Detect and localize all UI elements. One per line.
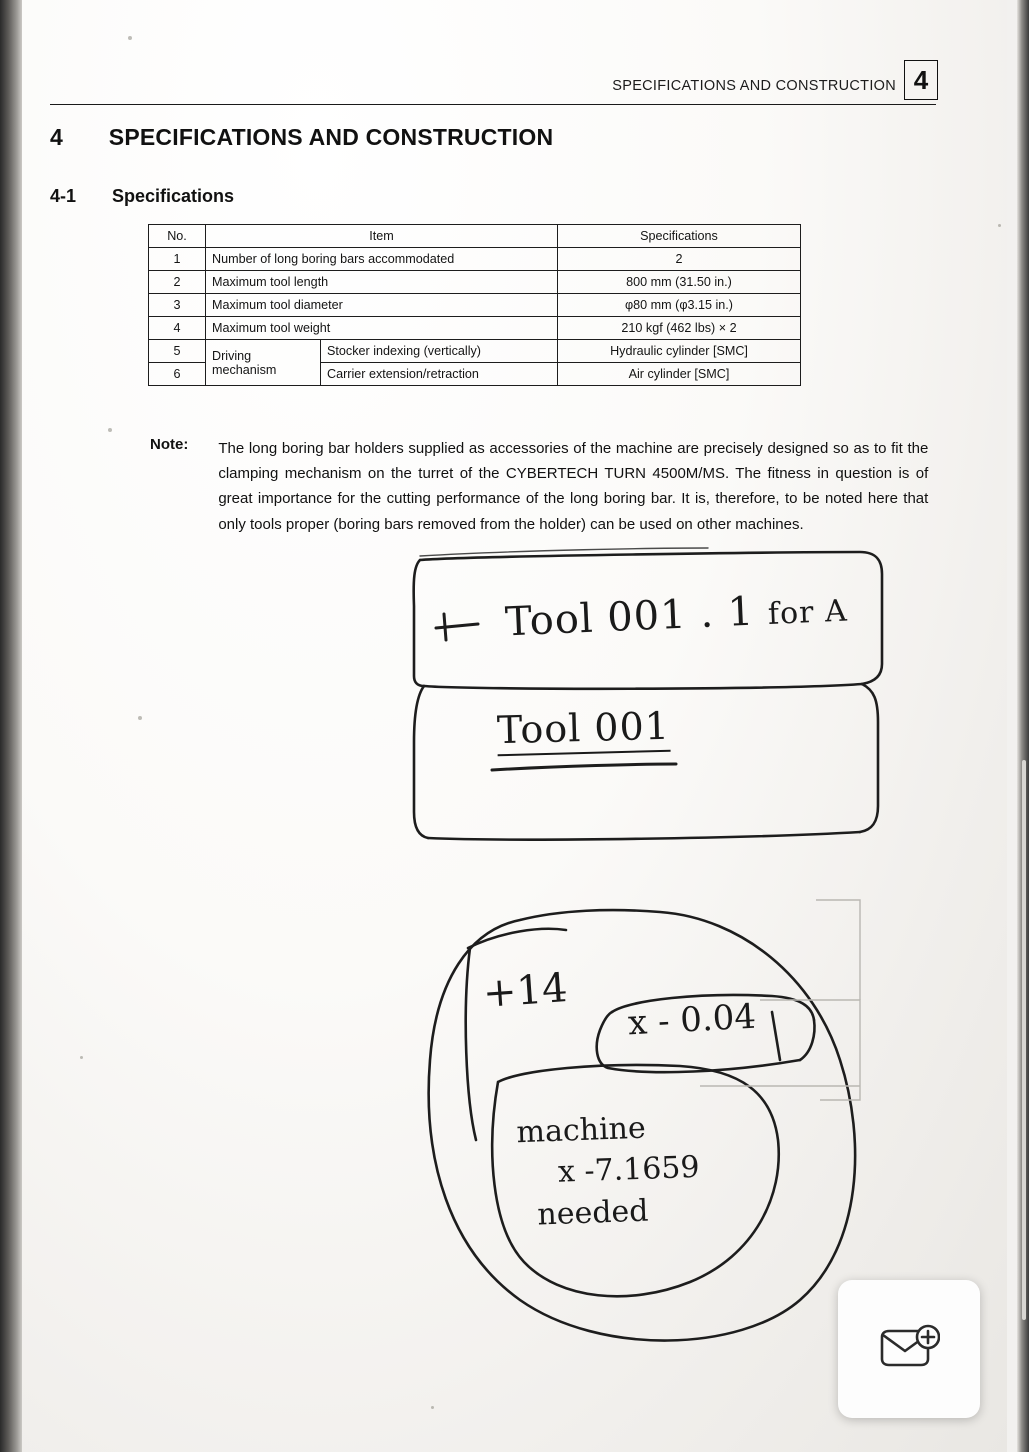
row-item: Maximum tool diameter — [206, 294, 558, 317]
table-row — [149, 317, 801, 340]
section-heading-title: Specifications — [112, 186, 235, 206]
table-row — [149, 294, 801, 317]
chapter-heading-number: 4 — [50, 124, 63, 150]
page-header — [58, 60, 938, 100]
table-header-item: Item — [206, 225, 558, 248]
annotation-tool-001-1-suffix: for A — [767, 593, 849, 632]
annotation-machine-line1: machine — [515, 1110, 647, 1151]
row-no: 2 — [149, 271, 206, 294]
running-title: SPECIFICATIONS AND CONSTRUCTION — [612, 78, 896, 94]
row-spec: 800 mm (31.50 in.) — [558, 271, 801, 294]
chapter-heading — [50, 124, 553, 151]
annotation-tool-001: Tool 001 — [496, 704, 670, 757]
row-item: Maximum tool weight — [206, 317, 558, 340]
row-item: Number of long boring bars accommodated — [206, 248, 558, 271]
table-row — [149, 271, 801, 294]
row-spec: Air cylinder [SMC] — [558, 363, 801, 386]
annotation-machine-line2: x -7.1659 — [557, 1149, 701, 1190]
row-no: 6 — [149, 363, 206, 386]
specifications-table — [148, 224, 801, 386]
chapter-heading-title: SPECIFICATIONS AND CONSTRUCTION — [108, 124, 554, 150]
row-no: 1 — [149, 248, 206, 271]
chapter-number-box: 4 — [904, 60, 938, 100]
row-spec: 210 kgf (462 lbs) × 2 — [558, 317, 801, 340]
scan-speck — [998, 224, 1001, 227]
table-header-no: No. — [149, 225, 206, 248]
section-heading-number: 4-1 — [50, 186, 77, 206]
note-label: Note: — [150, 436, 189, 453]
row-spec: φ80 mm (φ3.15 in.) — [558, 294, 801, 317]
note-text: The long boring bar holders supplied as accessories of the machine are precisely designed so as to fit the clamping mechanism on the turret of the CYBERTECH TURN 4500M/MS. The fitness in question is of great importance for the cutting performance of the long boring bar. It is, therefore, to be noted here that only tools proper (boring bars removed from the holder) can be used on other machines. — [218, 440, 929, 533]
note-block — [150, 436, 936, 537]
row-no: 3 — [149, 294, 206, 317]
table-row — [149, 340, 801, 363]
table-row — [149, 248, 801, 271]
row-subitem: Stocker indexing (vertically) — [321, 340, 558, 363]
scrollbar[interactable] — [1022, 760, 1026, 1320]
page-left-shadow-edge — [0, 0, 24, 1452]
row-item-driving-mechanism: Driving mechanism — [206, 340, 321, 386]
scan-speck — [138, 716, 142, 720]
row-subitem: Carrier extension/retraction — [321, 363, 558, 386]
paper-surface — [22, 0, 1007, 1452]
row-item: Maximum tool length — [206, 271, 558, 294]
scan-speck — [80, 1056, 83, 1059]
scan-speck — [431, 1406, 434, 1409]
annotation-x-offset: x - 0.04 — [627, 996, 757, 1044]
row-spec: Hydraulic cylinder [SMC] — [558, 340, 801, 363]
scan-speck — [128, 36, 132, 40]
table-header-row — [149, 225, 801, 248]
scan-speck — [108, 428, 112, 432]
annotation-machine-line3: needed — [536, 1193, 650, 1233]
row-spec: 2 — [558, 248, 801, 271]
annotation-plus-14: +14 — [481, 965, 569, 1017]
header-rule — [50, 104, 936, 105]
mail-add-button[interactable] — [838, 1280, 980, 1418]
table-header-specifications: Specifications — [558, 225, 801, 248]
section-heading — [50, 186, 234, 207]
mail-add-icon — [878, 1323, 940, 1375]
annotation-tool-001-1-text: Tool 001 . 1 — [504, 588, 756, 646]
row-no: 4 — [149, 317, 206, 340]
row-no: 5 — [149, 340, 206, 363]
